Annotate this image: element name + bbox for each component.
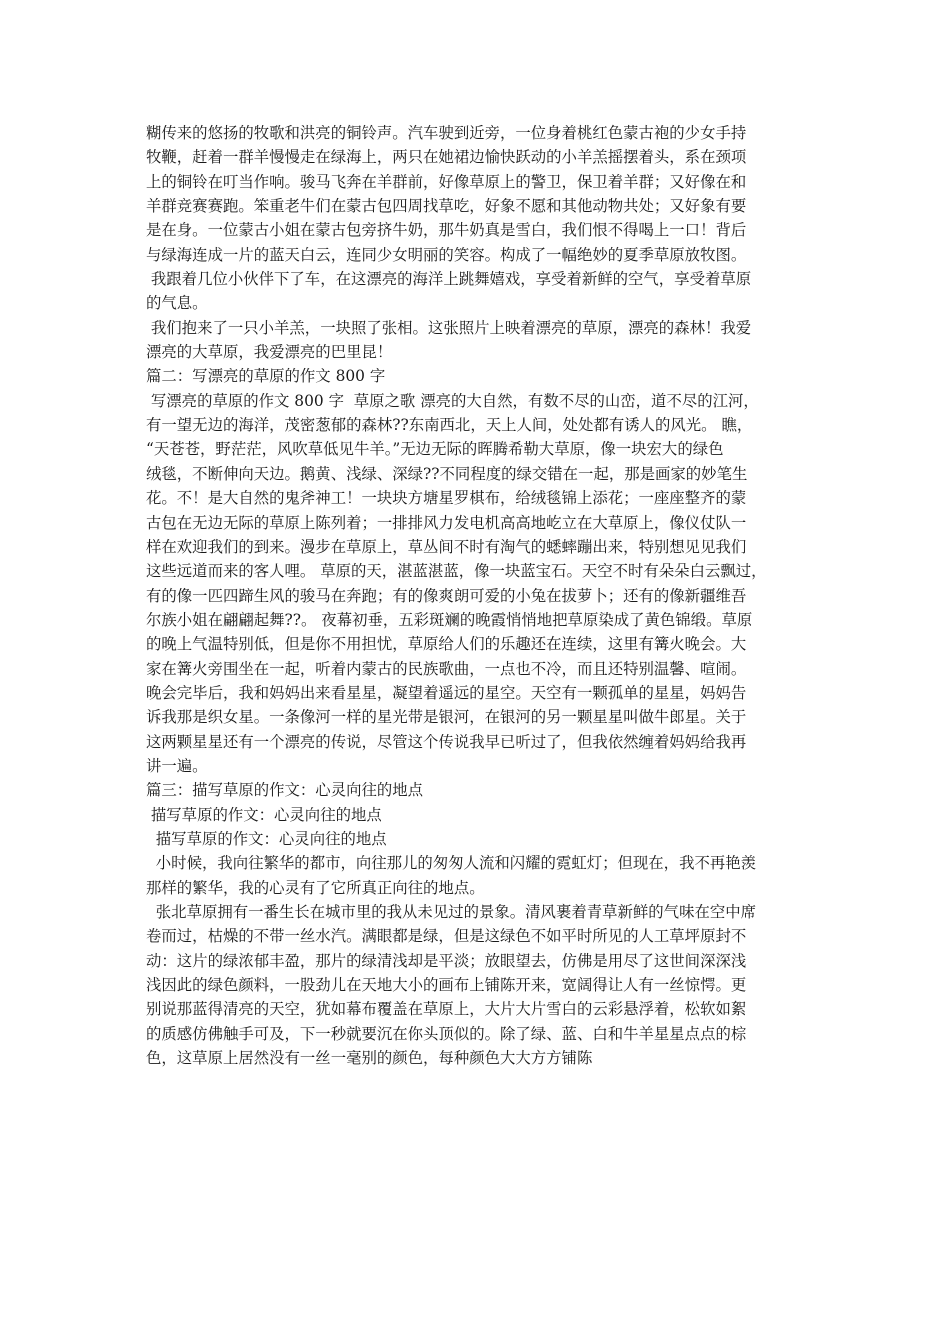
text-line: 小时候，我向往繁华的都市，向往那儿的匆匆人流和闪耀的霓虹灯；但现在，我不再艳羡 [146, 854, 757, 873]
section-heading: 篇二：写漂亮的草原的作文 800 字 [146, 367, 386, 386]
text-line: 有的像一匹四蹄生风的骏马在奔跑；有的像爽朗可爱的小兔在拔萝卜；还有的像新疆维吾 [146, 586, 747, 605]
text-line: 尔族小姐在翩翩起舞??。 夜幕初垂，五彩斑斓的晚霞悄悄地把草原染成了黄色锦缎。草原 [146, 610, 753, 629]
text-line: 浅因此的绿色颜料，一股劲儿在天地大小的画布上铺陈开来，宽阔得让人有一丝惊愕。更 [146, 976, 747, 995]
text-line: 描写草原的作文：心灵向往的地点 [146, 829, 387, 848]
text-line: “天苍苍，野茫茫，风吹草低见牛羊。”无边无际的晖腾希勒大草原，像一块宏大的绿色 [146, 440, 724, 459]
text-line: 卷而过，枯燥的不带一丝水汽。满眼都是绿，但是这绿色不如平时所见的人工草坪原封不 [146, 927, 747, 946]
text-line: 这两颗星星还有一个漂亮的传说，尽管这个传说我早已听过了，但我依然缠着妈妈给我再 [146, 732, 747, 751]
text-line: 那样的繁华，我的心灵有了它所真正向往的地点。 [146, 878, 485, 897]
text-line: 古包在无边无际的草原上陈列着；一排排风力发电机高高地屹立在大草原上，像仪仗队一 [146, 513, 747, 532]
text-line: 有一望无边的海洋，茂密葱郁的森林??东南西北，天上人间，处处都有诱人的风光。 瞧， [146, 416, 753, 435]
text-line: 动：这片的绿浓郁丰盈，那片的绿清浅却是平淡；放眼望去，仿佛是用尽了这世间深深浅 [146, 951, 747, 970]
text-line: 上的铜铃在叮当作响。骏马飞奔在羊群前，好像草原上的警卫，保卫着羊群；又好像在和 [146, 172, 747, 191]
text-line: 别说那蓝得清亮的天空，犹如幕布覆盖在草原上，大片大片雪白的云彩悬浮着，松软如絮 [146, 1000, 747, 1019]
text-line: 牧鞭，赶着一群羊慢慢走在绿海上，两只在她裙边愉快跃动的小羊羔摇摆着头，系在颈项 [146, 148, 747, 167]
text-line: 的气息。 [146, 294, 208, 313]
text-line: 绒毯，不断伸向天边。鹅黄、浅绿、深绿??不同程度的绿交错在一起，那是画家的妙笔生 [146, 464, 748, 483]
text-line: 我们抱来了一只小羊羔，一块照了张相。这张照片上映着漂亮的草原，漂亮的森林！我爱 [146, 318, 752, 337]
text-line: 诉我那是织女星。一条像河一样的星光带是银河，在银河的另一颗星星叫做牛郎星。关于 [146, 708, 747, 727]
body-text [146, 121, 816, 1070]
text-line: 漂亮的大草原，我爱漂亮的巴里昆！ [146, 343, 393, 362]
section-heading: 篇三：描写草原的作文：心灵向往的地点 [146, 781, 424, 800]
text-line: 羊群竞赛赛跑。笨重老牛们在蒙古包四周找草吃，好象不愿和其他动物共处；又好象有要 [146, 197, 747, 216]
text-line: 张北草原拥有一番生长在城市里的我从未见过的景象。清风裹着青草新鲜的气味在空中席 [146, 903, 757, 921]
text-line: 家在篝火旁围坐在一起，听着内蒙古的民族歌曲，一点也不冷，而且还特别温馨、喧闹。 [146, 659, 747, 678]
text-line: 描写草原的作文：心灵向往的地点 [146, 805, 382, 824]
text-line: 讲一遍。 [146, 756, 208, 775]
text-line: 我跟着几位小伙伴下了车，在这漂亮的海洋上跳舞嬉戏，享受着新鲜的空气，享受着草原 [146, 270, 752, 289]
text-line: 与绿海连成一片的蓝天白云，连同少女明丽的笑容。构成了一幅绝妙的夏季草原放牧图。 [146, 245, 747, 264]
text-line: 的质感仿佛触手可及，下一秒就要沉在你头顶似的。除了绿、蓝、白和牛羊星星点点的棕 [146, 1024, 747, 1043]
text-line: 的晚上气温特别低，但是你不用担忧，草原给人们的乐趣还在连续，这里有篝火晚会。大 [146, 635, 747, 654]
text-line: 花。不！是大自然的鬼斧神工！一块块方塘星罗棋布，给绒毯锦上添花；一座座整齐的蒙 [146, 489, 747, 508]
text-line: 糊传来的悠扬的牧歌和洪亮的铜铃声。汽车驶到近旁，一位身着桃红色蒙古袍的少女手持 [146, 124, 747, 142]
text-line: 这些远道而来的客人哩。 草原的天，湛蓝湛蓝，像一块蓝宝石。天空不时有朵朵白云飘过， [146, 562, 767, 581]
text-line: 是在身。一位蒙古小姐在蒙古包旁挤牛奶，那牛奶真是雪白，我们恨不得喝上一口！背后 [146, 221, 747, 240]
text-line: 写漂亮的草原的作文 800 字 草原之歌 漂亮的大自然，有数不尽的山峦，道不尽的江河， [146, 391, 759, 410]
text-line: 晚会完毕后，我和妈妈出来看星星，凝望着遥远的星空。天空有一颗孤单的星星，妈妈告 [146, 683, 747, 702]
text-line: 色，这草原上居然没有一丝一毫别的颜色，每种颜色大大方方铺陈 [146, 1049, 593, 1068]
text-line: 样在欢迎我们的到来。漫步在草原上，草丛间不时有淘气的蟋蟀蹦出来，特别想见见我们 [146, 537, 747, 556]
